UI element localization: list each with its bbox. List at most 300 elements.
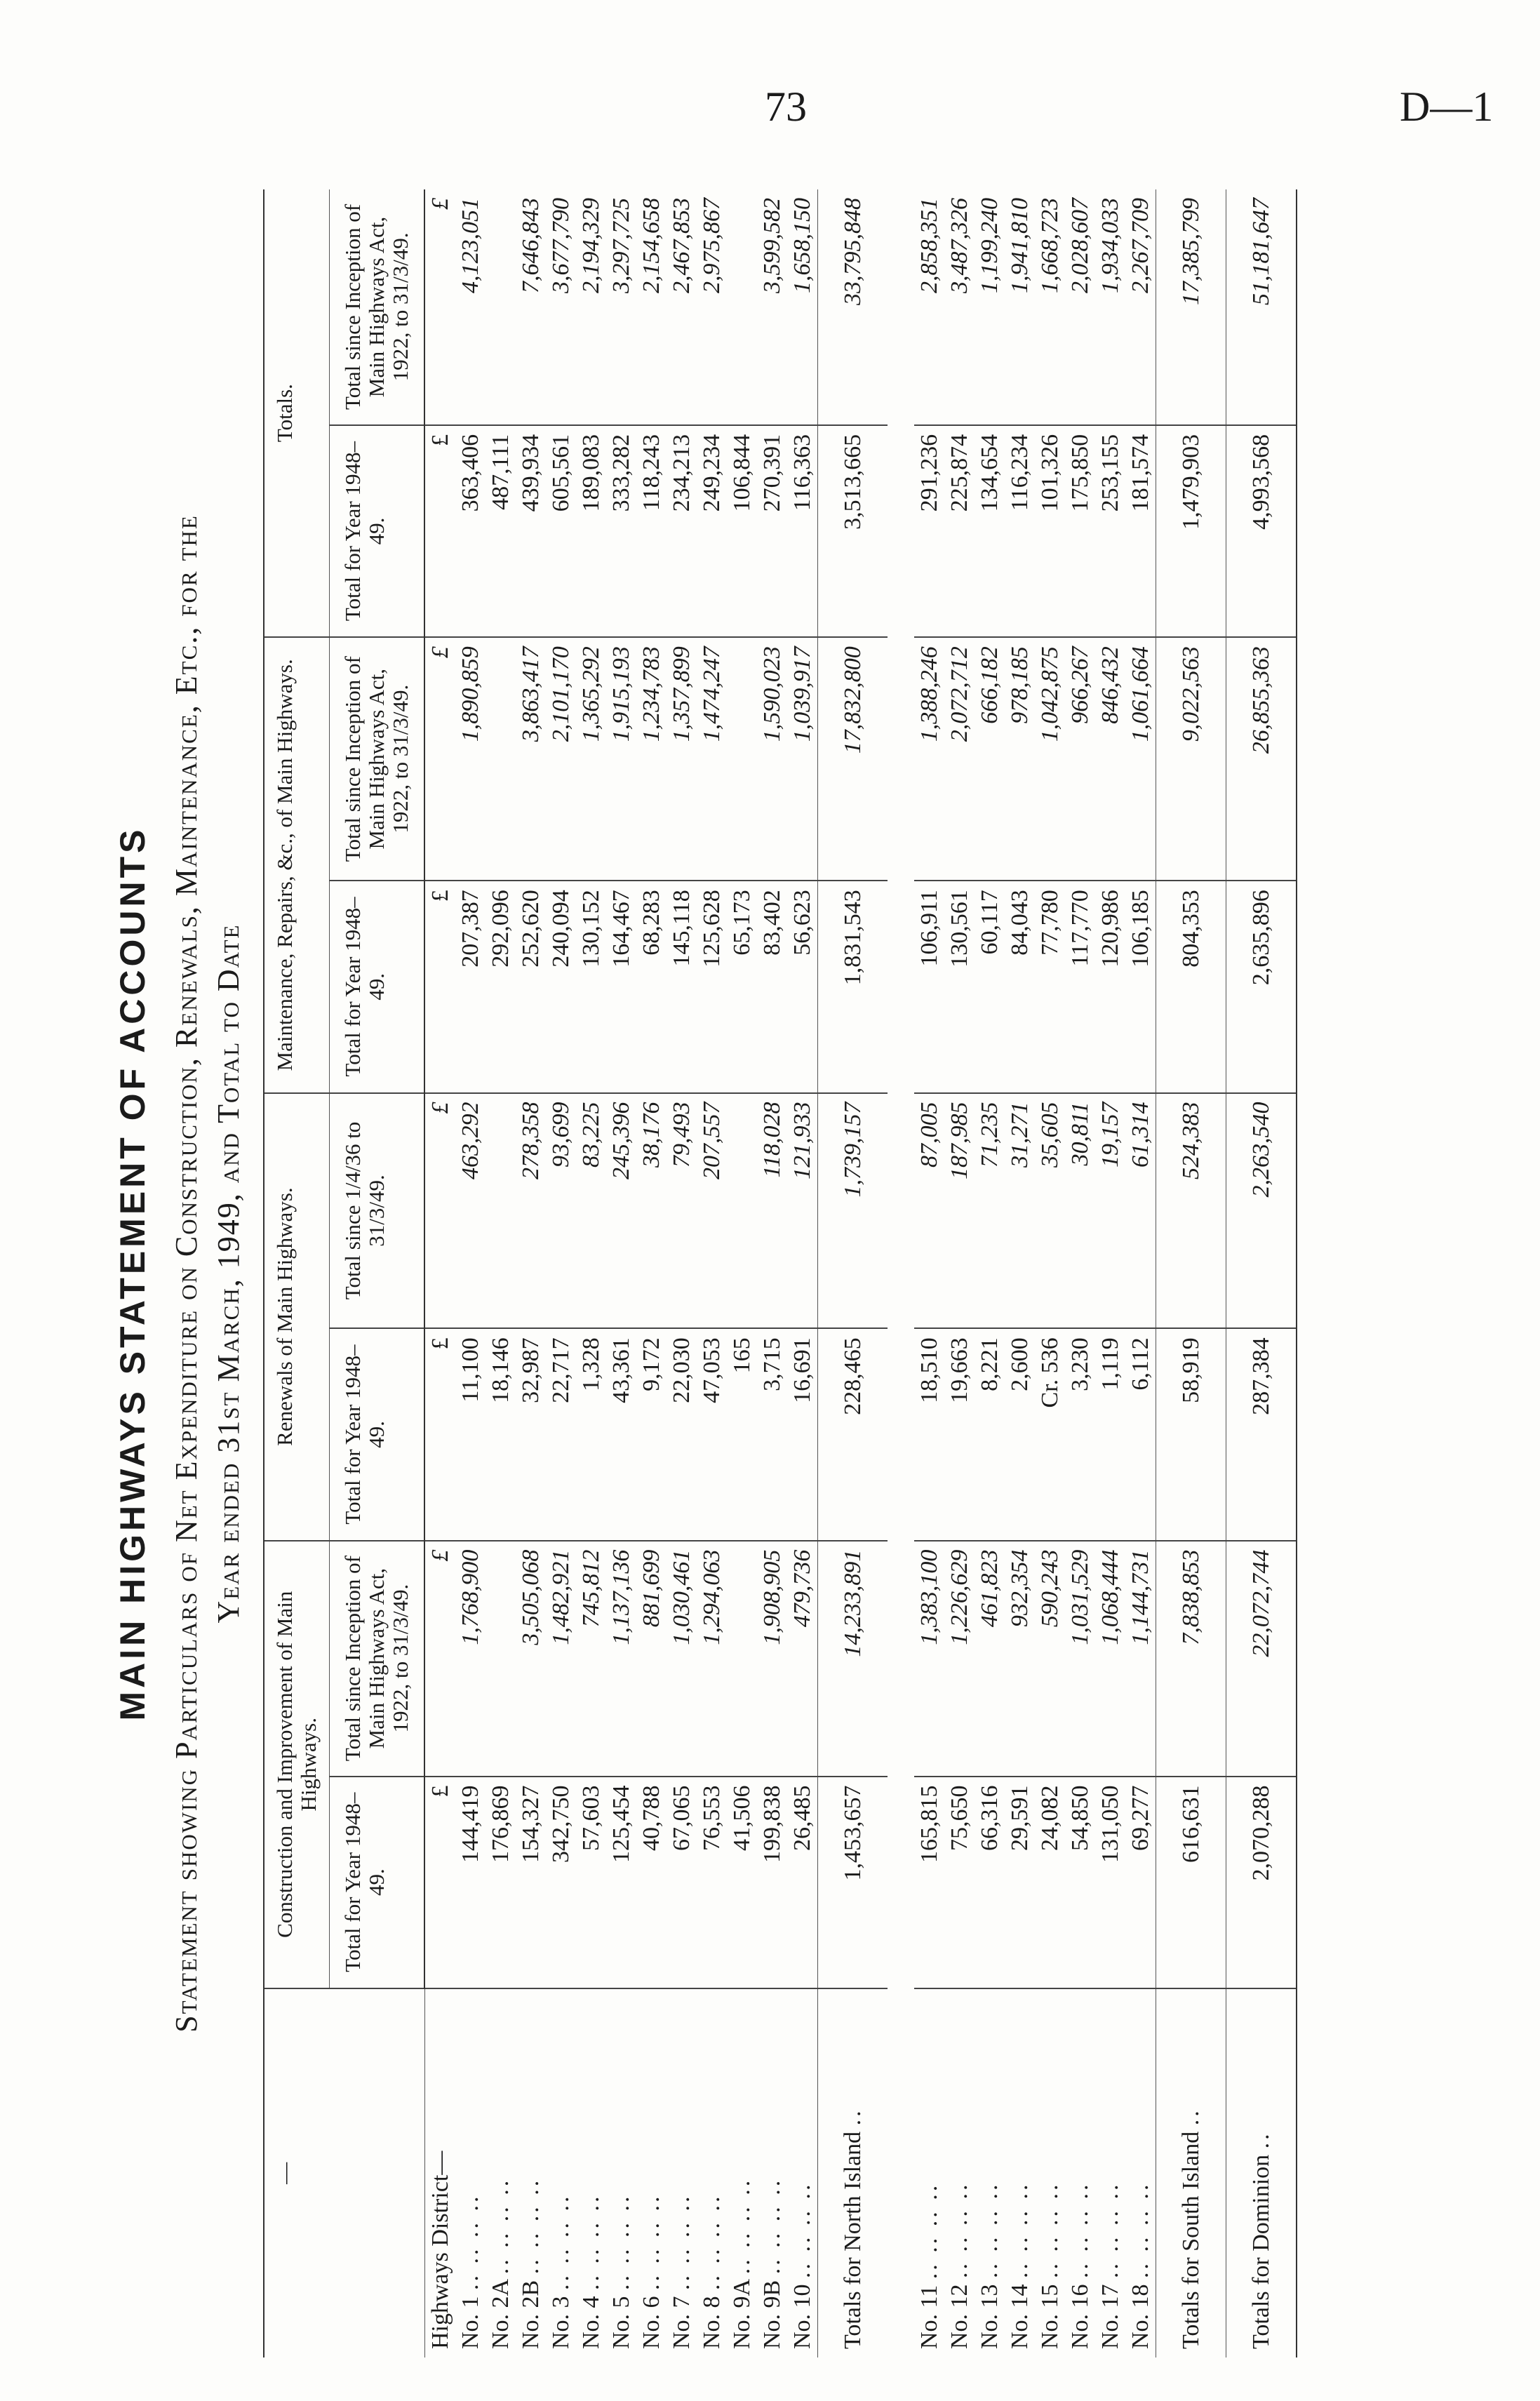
district-row — [757, 189, 787, 2357]
statement-title: MAIN HIGHWAYS STATEMENT OF ACCOUNTS — [113, 826, 152, 1721]
cell-total-since: 33,795,848 — [818, 189, 888, 425]
header-construction: Construction and Improvement of Main Highways. — [264, 1541, 330, 1988]
dot-leaders: .. .. .. .. — [608, 2193, 634, 2290]
cell-construction-since: 745,812 — [576, 1541, 606, 1777]
cell-maintenance-year: 207,387 — [455, 881, 486, 1092]
district-row — [1035, 189, 1065, 2357]
row-label — [1005, 1988, 1035, 2357]
cell-construction-since: 1,294,063 — [697, 1541, 727, 1777]
cell-total-year: 106,844 — [727, 425, 757, 637]
dot-leaders: .. .. .. .. — [518, 2177, 544, 2275]
currency-sign: £ — [424, 881, 455, 1092]
cell-renewals-since: 83,225 — [576, 1093, 606, 1329]
cell-total-year: 4,993,568 — [1226, 425, 1297, 637]
cell-renewals-year: 22,717 — [546, 1328, 576, 1540]
cell-total-since: 3,297,725 — [606, 189, 636, 425]
cell-total-year: 189,083 — [576, 425, 606, 637]
district-row — [727, 189, 757, 2357]
cell-construction-since: 7,838,853 — [1156, 1541, 1226, 1777]
currency-sign: £ — [424, 425, 455, 637]
cell-renewals-since: 19,157 — [1095, 1093, 1125, 1329]
cell-construction-since — [727, 1541, 757, 1777]
cell-total-year: 270,391 — [757, 425, 787, 637]
cell-maintenance-year: 65,173 — [727, 881, 757, 1092]
cell-construction-year: 125,454 — [606, 1777, 636, 1988]
cell-construction-year: 144,419 — [455, 1777, 486, 1988]
cell-construction-year: 2,070,288 — [1226, 1777, 1297, 1988]
dominion-total-row — [1226, 189, 1297, 2357]
dot-leaders: .. .. .. .. — [759, 2177, 785, 2275]
cell-renewals-year: 19,663 — [944, 1328, 975, 1540]
header-renewals: Renewals of Main Highways. — [264, 1093, 330, 1541]
document-reference: D—1 — [1400, 83, 1494, 130]
cell-total-since: 7,646,843 — [516, 189, 546, 425]
row-label — [1125, 1988, 1156, 2357]
north-island-rows — [455, 189, 818, 2357]
cell-renewals-year: 9,172 — [636, 1328, 667, 1540]
cell-maintenance-year: 130,152 — [576, 881, 606, 1092]
district-name: No. 14 — [1007, 2284, 1033, 2349]
row-label — [914, 1988, 944, 2357]
cell-construction-year: 66,316 — [975, 1777, 1005, 1988]
north-island-total-row — [818, 189, 888, 2357]
cell-maintenance-year: 120,986 — [1095, 881, 1125, 1092]
district-row — [697, 189, 727, 2357]
rotated-statement — [112, 189, 1484, 2357]
district-row — [606, 189, 636, 2357]
currency-sign: £ — [424, 189, 455, 425]
cell-maintenance-since: 1,890,859 — [455, 637, 486, 881]
row-label — [1226, 1988, 1297, 2357]
cell-construction-since: 881,699 — [636, 1541, 667, 1777]
cell-construction-since: 1,482,921 — [546, 1541, 576, 1777]
cell-maintenance-since: 1,039,917 — [787, 637, 818, 881]
cell-maintenance-since: 26,855,363 — [1226, 637, 1297, 881]
currency-sign: £ — [424, 1093, 455, 1329]
district-row — [667, 189, 697, 2357]
cell-construction-since: 1,144,731 — [1125, 1541, 1156, 1777]
dot-leaders: .. .. .. .. — [916, 2182, 942, 2280]
currency-sign: £ — [424, 1328, 455, 1540]
cell-total-year: 249,234 — [697, 425, 727, 637]
cell-maintenance-year: 252,620 — [516, 881, 546, 1092]
cell-renewals-since: 79,493 — [667, 1093, 697, 1329]
currency-sign: £ — [424, 637, 455, 881]
cell-maintenance-since: 2,072,712 — [944, 637, 975, 881]
cell-construction-year: 29,591 — [1005, 1777, 1035, 1988]
cell-construction-year: 616,631 — [1156, 1777, 1226, 1988]
district-name: No. 3 — [548, 2296, 574, 2349]
cell-renewals-year: 32,987 — [516, 1328, 546, 1540]
district-row — [516, 189, 546, 2357]
cell-maintenance-since: 1,357,899 — [667, 637, 697, 881]
cell-construction-since: 1,068,444 — [1095, 1541, 1125, 1777]
cell-maintenance-since: 3,863,417 — [516, 637, 546, 881]
cell-maintenance-since: 1,042,875 — [1035, 637, 1065, 881]
cell-renewals-since: 31,271 — [1005, 1093, 1035, 1329]
cell-renewals-since: 207,557 — [697, 1093, 727, 1329]
cell-renewals-since: 524,383 — [1156, 1093, 1226, 1329]
cell-total-since: 17,385,799 — [1156, 189, 1226, 425]
row-label — [818, 1988, 888, 2357]
cell-maintenance-year: 2,635,896 — [1226, 881, 1297, 1092]
cell-construction-year: 176,869 — [486, 1777, 516, 1988]
cell-total-since: 4,123,051 — [455, 189, 486, 425]
district-name: No. 2A — [488, 2280, 514, 2349]
cell-renewals-since: 121,933 — [787, 1093, 818, 1329]
district-row — [787, 189, 818, 2357]
north-island-total — [818, 189, 888, 2357]
cell-construction-since: 1,030,461 — [667, 1541, 697, 1777]
district-name: No. 2B — [518, 2280, 544, 2349]
district-name: No. 15 — [1037, 2284, 1063, 2349]
cell-construction-year: 24,082 — [1035, 1777, 1065, 1988]
cell-renewals-since: 38,176 — [636, 1093, 667, 1329]
row-label — [1035, 1988, 1065, 2357]
cell-construction-since: 1,031,529 — [1065, 1541, 1095, 1777]
cell-maintenance-since: 666,182 — [975, 637, 1005, 881]
currency-sign: £ — [424, 1541, 455, 1777]
cell-maintenance-since: 1,590,023 — [757, 637, 787, 881]
cell-renewals-year: 228,465 — [818, 1328, 888, 1540]
cell-renewals-since: 463,292 — [455, 1093, 486, 1329]
cell-total-year: 439,934 — [516, 425, 546, 637]
row-label — [757, 1988, 787, 2357]
dot-leaders: .. .. .. .. — [699, 2193, 725, 2290]
district-row — [546, 189, 576, 2357]
cell-construction-year: 199,838 — [757, 1777, 787, 1988]
cell-construction-since — [486, 1541, 516, 1777]
cell-total-since: 2,858,351 — [914, 189, 944, 425]
header-totals: Totals. — [264, 189, 330, 637]
row-label — [944, 1988, 975, 2357]
cell-total-year: 101,326 — [1035, 425, 1065, 637]
south-island-total — [1156, 189, 1226, 2357]
cell-construction-since: 932,354 — [1005, 1541, 1035, 1777]
cell-construction-year: 342,750 — [546, 1777, 576, 1988]
cell-construction-year: 41,506 — [727, 1777, 757, 1988]
header-renewals-since: Total since 1/4/36 to 31/3/49. — [330, 1093, 425, 1329]
cell-renewals-since: 118,028 — [757, 1093, 787, 1329]
cell-renewals-since: 35,605 — [1035, 1093, 1065, 1329]
statement-subtitle-line-2: Year ended 31st March, 1949, and Total to Date — [211, 923, 246, 1624]
cell-renewals-since — [727, 1093, 757, 1329]
header-maintenance-year: Total for Year 1948–49. — [330, 881, 425, 1092]
cell-maintenance-year: 77,780 — [1035, 881, 1065, 1092]
cell-maintenance-year: 83,402 — [757, 881, 787, 1092]
dot-leaders: .. .. .. .. — [638, 2193, 664, 2290]
cell-construction-since: 1,908,905 — [757, 1541, 787, 1777]
cell-total-year: 3,513,665 — [818, 425, 888, 637]
dot-leaders: .. .. .. .. — [789, 2181, 815, 2278]
cell-renewals-year: 6,112 — [1125, 1328, 1156, 1540]
row-label — [546, 1988, 576, 2357]
district-name: No. 9B — [759, 2280, 785, 2349]
header-district: — — [264, 1988, 424, 2357]
cell-maintenance-since: 966,267 — [1065, 637, 1095, 881]
cell-renewals-since: 93,699 — [546, 1093, 576, 1329]
dot-leaders: .. .. .. .. — [1007, 2181, 1033, 2278]
cell-total-since: 2,154,658 — [636, 189, 667, 425]
header-construction-since: Total since Inception of Main Highways Act, 1922, to 31/3/49. — [330, 1541, 425, 1777]
row-label — [455, 1988, 486, 2357]
cell-renewals-year: 1,119 — [1095, 1328, 1125, 1540]
row-label — [516, 1988, 546, 2357]
district-name: No. 16 — [1067, 2284, 1093, 2349]
cell-renewals-year: 16,691 — [787, 1328, 818, 1540]
cell-total-year: 175,850 — [1065, 425, 1095, 637]
cell-construction-since: 1,226,629 — [944, 1541, 975, 1777]
cell-total-year: 605,561 — [546, 425, 576, 637]
accounts-table — [263, 189, 1297, 2357]
header-maintenance-since: Total since Inception of Main Highways Act, 1922, to 31/3/49. — [330, 637, 425, 881]
cell-total-since — [727, 189, 757, 425]
dot-leaders: .. — [840, 2108, 866, 2126]
currency-row — [424, 189, 455, 2357]
cell-maintenance-year: 804,353 — [1156, 881, 1226, 1092]
cell-maintenance-since: 1,915,193 — [606, 637, 636, 881]
dot-leaders: .. .. .. .. — [1127, 2181, 1153, 2278]
statement-subtitle-line-1: Statement showing Particulars of Net Expenditure on Construction, Renewals, Maintenance, Etc., for the — [169, 514, 203, 2033]
cell-total-since: 51,181,647 — [1226, 189, 1297, 425]
dot-leaders: .. .. .. .. — [578, 2193, 604, 2290]
cell-maintenance-year: 240,094 — [546, 881, 576, 1092]
cell-renewals-since: 2,263,540 — [1226, 1093, 1297, 1329]
cell-renewals-since: 1,739,157 — [818, 1093, 888, 1329]
cell-total-year: 333,282 — [606, 425, 636, 637]
dot-leaders: .. .. .. .. — [977, 2181, 1003, 2278]
cell-maintenance-since — [486, 637, 516, 881]
cell-total-since: 2,467,853 — [667, 189, 697, 425]
cell-construction-since: 1,768,900 — [455, 1541, 486, 1777]
cell-maintenance-year: 84,043 — [1005, 881, 1035, 1092]
header-totals-year: Total for Year 1948–49. — [330, 425, 425, 637]
row-label — [667, 1988, 697, 2357]
page-number: 73 — [765, 83, 807, 130]
cell-total-since: 2,194,329 — [576, 189, 606, 425]
cell-renewals-year: 165 — [727, 1328, 757, 1540]
cell-construction-year: 54,850 — [1065, 1777, 1095, 1988]
cell-renewals-since: 278,358 — [516, 1093, 546, 1329]
row-label — [636, 1988, 667, 2357]
cell-renewals-since: 30,811 — [1065, 1093, 1095, 1329]
district-name: No. 18 — [1127, 2284, 1153, 2349]
cell-maintenance-year: 60,117 — [975, 881, 1005, 1092]
cell-maintenance-since: 1,474,247 — [697, 637, 727, 881]
dot-leaders: .. — [1178, 2108, 1204, 2126]
cell-maintenance-year: 106,911 — [914, 881, 944, 1092]
cell-maintenance-year: 1,831,543 — [818, 881, 888, 1092]
cell-total-since — [486, 189, 516, 425]
dot-leaders: .. .. .. .. — [1097, 2181, 1123, 2278]
cell-maintenance-since: 1,234,783 — [636, 637, 667, 881]
cell-construction-year: 67,065 — [667, 1777, 697, 1988]
cell-construction-since: 3,505,068 — [516, 1541, 546, 1777]
district-name: Totals for South Island — [1178, 2131, 1204, 2349]
cell-renewals-year: 18,146 — [486, 1328, 516, 1540]
cell-construction-since: 1,383,100 — [914, 1541, 944, 1777]
cell-construction-year: 165,815 — [914, 1777, 944, 1988]
cell-maintenance-year: 117,770 — [1065, 881, 1095, 1092]
cell-construction-year: 40,788 — [636, 1777, 667, 1988]
cell-construction-since: 22,072,744 — [1226, 1541, 1297, 1777]
cell-maintenance-since: 2,101,170 — [546, 637, 576, 881]
row-label — [727, 1988, 757, 2357]
cell-renewals-year: 22,030 — [667, 1328, 697, 1540]
district-name: No. 1 — [457, 2296, 483, 2349]
district-row — [1065, 189, 1095, 2357]
district-row — [1005, 189, 1035, 2357]
dot-leaders: .. .. .. .. — [548, 2193, 574, 2290]
district-name: Totals for Dominion — [1248, 2154, 1274, 2349]
cell-maintenance-since: 1,061,664 — [1125, 637, 1156, 881]
south-island-total-row — [1156, 189, 1226, 2357]
cell-construction-year: 76,553 — [697, 1777, 727, 1988]
header-totals-since: Total since Inception of Main Highways Act, 1922, to 31/3/49. — [330, 189, 425, 425]
cell-total-since: 1,668,723 — [1035, 189, 1065, 425]
dot-leaders: .. .. .. .. — [729, 2177, 755, 2275]
cell-total-since: 3,599,582 — [757, 189, 787, 425]
row-label — [697, 1988, 727, 2357]
cell-maintenance-year: 145,118 — [667, 881, 697, 1092]
dot-leaders: .. .. .. .. — [457, 2193, 483, 2290]
cell-renewals-year: 8,221 — [975, 1328, 1005, 1540]
cell-construction-since: 14,233,891 — [818, 1541, 888, 1777]
cell-renewals-year: 3,715 — [757, 1328, 787, 1540]
cell-maintenance-since: 846,432 — [1095, 637, 1125, 881]
district-name: No. 12 — [946, 2284, 972, 2349]
cell-total-since: 1,934,033 — [1095, 189, 1125, 425]
cell-total-year: 116,363 — [787, 425, 818, 637]
district-name: No. 5 — [608, 2296, 634, 2349]
district-row — [455, 189, 486, 2357]
district-row — [486, 189, 516, 2357]
dot-leaders: .. .. .. .. — [1067, 2181, 1093, 2278]
cell-maintenance-since: 1,365,292 — [576, 637, 606, 881]
cell-renewals-since: 87,005 — [914, 1093, 944, 1329]
cell-renewals-year: 47,053 — [697, 1328, 727, 1540]
cell-construction-year: 75,650 — [944, 1777, 975, 1988]
section-gap — [888, 189, 914, 2357]
district-name: No. 6 — [638, 2296, 664, 2349]
cell-renewals-since: 245,396 — [606, 1093, 636, 1329]
district-row — [576, 189, 606, 2357]
row-label — [1065, 1988, 1095, 2357]
cell-maintenance-year: 56,623 — [787, 881, 818, 1092]
cell-renewals-year: Cr. 536 — [1035, 1328, 1065, 1540]
district-row — [1095, 189, 1125, 2357]
district-row — [636, 189, 667, 2357]
cell-construction-year: 1,453,657 — [818, 1777, 888, 1988]
cell-construction-year: 69,277 — [1125, 1777, 1156, 1988]
district-row — [914, 189, 944, 2357]
district-row — [1125, 189, 1156, 2357]
cell-total-since: 2,975,867 — [697, 189, 727, 425]
cell-construction-year: 26,485 — [787, 1777, 818, 1988]
row-label — [975, 1988, 1005, 2357]
cell-maintenance-since: 17,832,800 — [818, 637, 888, 881]
cell-renewals-year: 287,384 — [1226, 1328, 1297, 1540]
cell-total-year: 291,236 — [914, 425, 944, 637]
cell-total-year: 253,155 — [1095, 425, 1125, 637]
cell-total-year: 118,243 — [636, 425, 667, 637]
cell-total-year: 234,213 — [667, 425, 697, 637]
dot-leaders: .. .. .. .. — [1037, 2181, 1063, 2278]
dot-leaders: .. .. .. .. — [488, 2177, 514, 2275]
cell-renewals-since: 187,985 — [944, 1093, 975, 1329]
cell-maintenance-year: 130,561 — [944, 881, 975, 1092]
row-label — [787, 1988, 818, 2357]
cell-total-year: 181,574 — [1125, 425, 1156, 637]
row-label — [1156, 1988, 1226, 2357]
header-renewals-year: Total for Year 1948–49. — [330, 1328, 425, 1540]
district-name: No. 4 — [578, 2296, 604, 2349]
cell-maintenance-since: 9,022,563 — [1156, 637, 1226, 881]
cell-total-year: 134,654 — [975, 425, 1005, 637]
cell-maintenance-year: 106,185 — [1125, 881, 1156, 1092]
currency-sign: £ — [424, 1777, 455, 1988]
cell-construction-since: 590,243 — [1035, 1541, 1065, 1777]
cell-construction-since: 461,823 — [975, 1541, 1005, 1777]
cell-construction-since: 1,137,136 — [606, 1541, 636, 1777]
cell-total-since: 1,941,810 — [1005, 189, 1035, 425]
cell-total-since: 1,199,240 — [975, 189, 1005, 425]
cell-maintenance-year: 292,096 — [486, 881, 516, 1092]
row-label — [1095, 1988, 1125, 2357]
cell-construction-year: 131,050 — [1095, 1777, 1125, 1988]
dot-leaders: .. — [1248, 2131, 1274, 2149]
cell-total-year: 487,111 — [486, 425, 516, 637]
cell-total-since: 3,677,790 — [546, 189, 576, 425]
district-name: Totals for North Island — [840, 2131, 866, 2349]
cell-renewals-year: 18,510 — [914, 1328, 944, 1540]
cell-renewals-year: 58,919 — [1156, 1328, 1226, 1540]
cell-construction-year: 57,603 — [576, 1777, 606, 1988]
district-name: No. 10 — [789, 2284, 815, 2349]
dot-leaders: .. .. .. .. — [946, 2181, 972, 2278]
cell-total-year: 225,874 — [944, 425, 975, 637]
cell-maintenance-year: 68,283 — [636, 881, 667, 1092]
cell-renewals-year: 1,328 — [576, 1328, 606, 1540]
cell-renewals-year: 2,600 — [1005, 1328, 1035, 1540]
cell-total-since: 3,487,326 — [944, 189, 975, 425]
cell-maintenance-since: 1,388,246 — [914, 637, 944, 881]
row-label — [606, 1988, 636, 2357]
district-row — [944, 189, 975, 2357]
cell-renewals-since: 71,235 — [975, 1093, 1005, 1329]
cell-maintenance-since: 978,185 — [1005, 637, 1035, 881]
section-label: Highways District— — [427, 2151, 453, 2349]
cell-renewals-since — [486, 1093, 516, 1329]
cell-total-since: 1,658,150 — [787, 189, 818, 425]
cell-total-year: 116,234 — [1005, 425, 1035, 637]
district-name: No. 11 — [916, 2285, 942, 2349]
cell-total-since: 2,028,607 — [1065, 189, 1095, 425]
dot-leaders: .. .. .. .. — [669, 2193, 695, 2290]
header-maintenance: Maintenance, Repairs, &c., of Main Highways. — [264, 637, 330, 1092]
cell-renewals-since: 61,314 — [1125, 1093, 1156, 1329]
row-label — [486, 1988, 516, 2357]
cell-renewals-year: 43,361 — [606, 1328, 636, 1540]
district-row — [975, 189, 1005, 2357]
cell-total-year: 363,406 — [455, 425, 486, 637]
cell-total-since: 2,267,709 — [1125, 189, 1156, 425]
district-name: No. 7 — [669, 2296, 695, 2349]
south-island-rows — [914, 189, 1156, 2357]
district-name: No. 13 — [977, 2284, 1003, 2349]
district-name: No. 17 — [1097, 2284, 1123, 2349]
cell-construction-year: 154,327 — [516, 1777, 546, 1988]
